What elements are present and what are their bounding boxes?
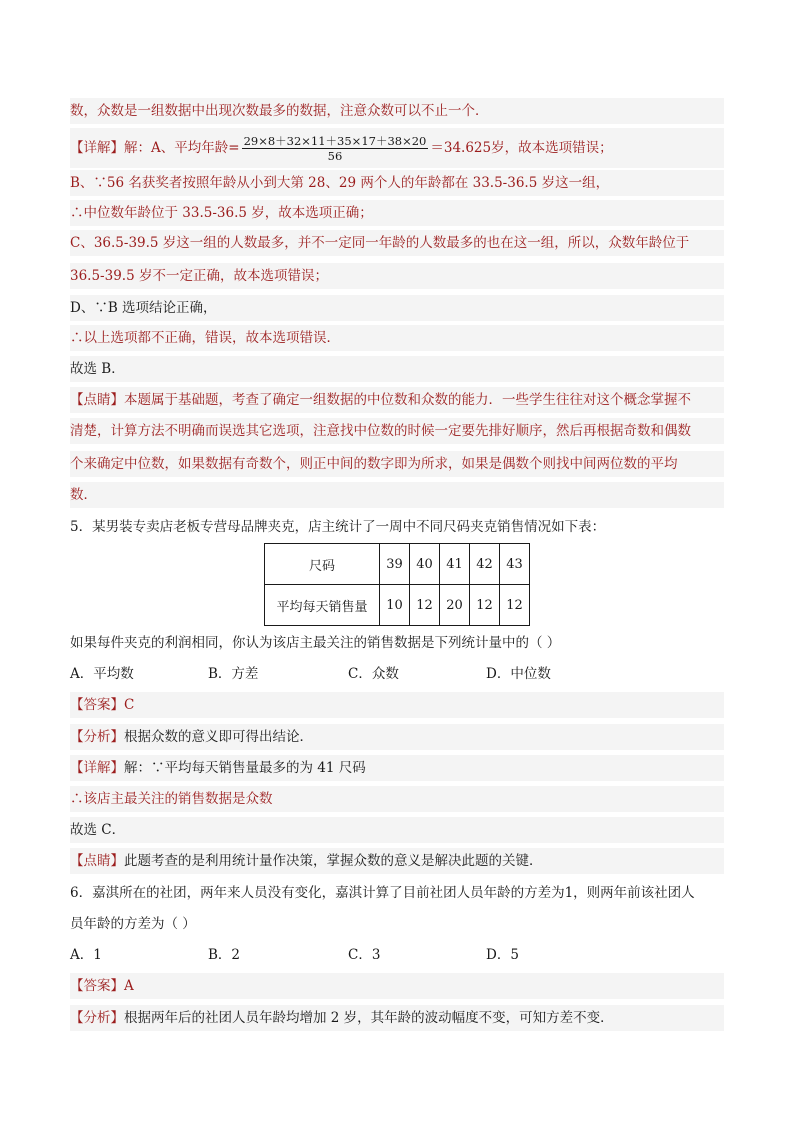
q6-options-line bbox=[70, 942, 724, 968]
table-header-size: 尺码 bbox=[265, 544, 380, 585]
q5-option-a: A．平均数 bbox=[70, 666, 134, 682]
table-row bbox=[265, 585, 530, 626]
q5-detail-line bbox=[70, 755, 724, 781]
detail-d-line-2 bbox=[70, 325, 724, 351]
solution-intro: 数，众数是一组数据中出现次数最多的数据，注意众数可以不止一个． bbox=[70, 103, 489, 119]
table-cell-size: 40 bbox=[410, 544, 440, 585]
q5-stem: 5．某男装专卖店老板专营母品牌夹克，店主统计了一周中不同尺码夹克销售情况如下表： bbox=[70, 519, 606, 535]
table-cell-sales: 10 bbox=[380, 585, 410, 626]
detail-c-line-1 bbox=[70, 230, 724, 256]
detail-c-line-2 bbox=[70, 263, 724, 289]
q5-question-line bbox=[70, 630, 724, 656]
table-cell-sales: 20 bbox=[440, 585, 470, 626]
table-cell-sales: 12 bbox=[500, 585, 530, 626]
comment-line-1 bbox=[70, 387, 724, 413]
detail-b-line-1 bbox=[70, 170, 724, 196]
detail-tag: 【详解】 bbox=[70, 140, 124, 156]
q5-comment-tag: 【点睛】 bbox=[70, 853, 124, 869]
q6-answer-line bbox=[70, 973, 724, 999]
q5-comment: 此题考查的是利用统计量作决策，掌握众数的意义是解决此题的关键． bbox=[124, 853, 543, 869]
table-row bbox=[265, 544, 530, 585]
q5-stem-line bbox=[70, 514, 724, 540]
detail-b-line-2 bbox=[70, 200, 724, 226]
q6-analysis-line bbox=[70, 1005, 724, 1031]
q6-stem-2: 员年龄的方差为（ ） bbox=[70, 916, 196, 932]
q6-stem-line-2 bbox=[70, 911, 724, 937]
detail-a-prefix: 解：A、平均年龄= bbox=[124, 140, 240, 156]
q5-choose: 故选 C． bbox=[70, 822, 126, 838]
q5-question: 如果每件夹克的利润相同，你认为该店主最关注的销售数据是下列统计量中的（ ） bbox=[70, 635, 561, 651]
q5-options-line bbox=[70, 661, 724, 687]
detail-a-line bbox=[70, 128, 724, 168]
detail-b-text-2: ∴中位数年龄位于 33.5-36.5 岁，故本选项正确； bbox=[70, 205, 373, 221]
q6-option-d: D．5 bbox=[486, 947, 519, 963]
table-cell-sales: 12 bbox=[410, 585, 440, 626]
comment-line-2 bbox=[70, 418, 724, 444]
q5-detail: 解：∵平均每天销售量最多的为 41 尺码 bbox=[124, 760, 366, 776]
table-cell-size: 42 bbox=[470, 544, 500, 585]
q6-option-a: A．1 bbox=[70, 947, 102, 963]
q6-stem-1: 6．嘉淇所在的社团，两年来人员没有变化，嘉淇计算了目前社团人员年龄的方差为1，则两年前该社团人 bbox=[70, 885, 695, 901]
q6-stem-line-1 bbox=[70, 880, 724, 906]
q6-analysis-tag: 【分析】 bbox=[70, 1010, 124, 1026]
detail-c-text-2: 36.5-39.5 岁不一定正确，故本选项错误； bbox=[70, 268, 328, 284]
detail-b-text-1: B、∵56 名获奖者按照年龄从小到大第 28、29 两个人的年龄都在 33.5-36.5 岁这一组， bbox=[70, 175, 610, 191]
fraction-numerator: 29×8＋32×11＋35×17＋38×20 bbox=[243, 134, 427, 148]
detail-d-text-1: D、∵B 选项结论正确， bbox=[70, 300, 217, 316]
comment-text-2: 清楚，计算方法不明确而误选其它选项，注意找中位数的时候一定要先排好顺序，然后再根据奇数和偶数 bbox=[70, 423, 691, 439]
q5-detail-tag: 【详解】 bbox=[70, 760, 124, 776]
table-cell-size: 41 bbox=[440, 544, 470, 585]
q5-option-c: C．众数 bbox=[348, 666, 399, 682]
comment-text-4: 数． bbox=[70, 487, 97, 503]
q5-choose-line bbox=[70, 817, 724, 843]
q5-detail-2: ∴该店主最关注的销售数据是众数 bbox=[70, 791, 273, 807]
q6-option-c: C．3 bbox=[348, 947, 381, 963]
q5-analysis: 根据众数的意义即可得出结论． bbox=[124, 729, 313, 745]
table-cell-sales: 12 bbox=[470, 585, 500, 626]
comment-text-3: 个来确定中位数，如果数据有奇数个，则正中间的数字即为所求，如果是偶数个则找中间两位数的平均 bbox=[70, 456, 678, 472]
q5-option-b: B．方差 bbox=[208, 666, 259, 682]
q5-analysis-tag: 【分析】 bbox=[70, 729, 124, 745]
q6-answer: A bbox=[124, 978, 134, 994]
q5-answer-line bbox=[70, 692, 724, 718]
q6-answer-tag: 【答案】 bbox=[70, 978, 124, 994]
detail-d-line-1 bbox=[70, 295, 724, 321]
q5-comment-line bbox=[70, 848, 724, 874]
detail-c-text-1: C、36.5-39.5 岁这一组的人数最多，并不一定同一年龄的人数最多的也在这一组，所以，众数年龄位于 bbox=[70, 235, 690, 251]
detail-d-text-2: ∴以上选项都不正确，错误，故本选项错误． bbox=[70, 330, 340, 346]
q5-answer-tag: 【答案】 bbox=[70, 697, 124, 713]
table-cell-size: 43 bbox=[500, 544, 530, 585]
q5-answer: C bbox=[124, 697, 135, 713]
comment-line-4 bbox=[70, 482, 724, 508]
comment-text-1: 本题属于基础题，考查了确定一组数据的中位数和众数的能力．一些学生往往对这个概念掌握不 bbox=[124, 392, 691, 408]
q5-analysis-line bbox=[70, 724, 724, 750]
q5-detail-line-2 bbox=[70, 786, 724, 812]
average-age-fraction bbox=[242, 134, 429, 163]
choose-line bbox=[70, 356, 724, 382]
q6-option-b: B．2 bbox=[208, 947, 241, 963]
q6-analysis: 根据两年后的社团人员年龄均增加 2 岁，其年龄的波动幅度不变，可知方差不变． bbox=[124, 1010, 614, 1026]
choose-text: 故选 B． bbox=[70, 361, 125, 377]
fraction-denominator: 56 bbox=[327, 149, 343, 163]
detail-a-suffix: ＝34.625岁，故本选项错误； bbox=[430, 140, 613, 156]
q5-option-d: D．中位数 bbox=[486, 666, 551, 682]
table-cell-size: 39 bbox=[380, 544, 410, 585]
sizes-sales-table bbox=[264, 543, 530, 626]
solution-intro-line bbox=[70, 98, 724, 124]
table-header-sales: 平均每天销售量 bbox=[265, 585, 380, 626]
comment-line-3 bbox=[70, 451, 724, 477]
comment-tag: 【点睛】 bbox=[70, 392, 124, 408]
